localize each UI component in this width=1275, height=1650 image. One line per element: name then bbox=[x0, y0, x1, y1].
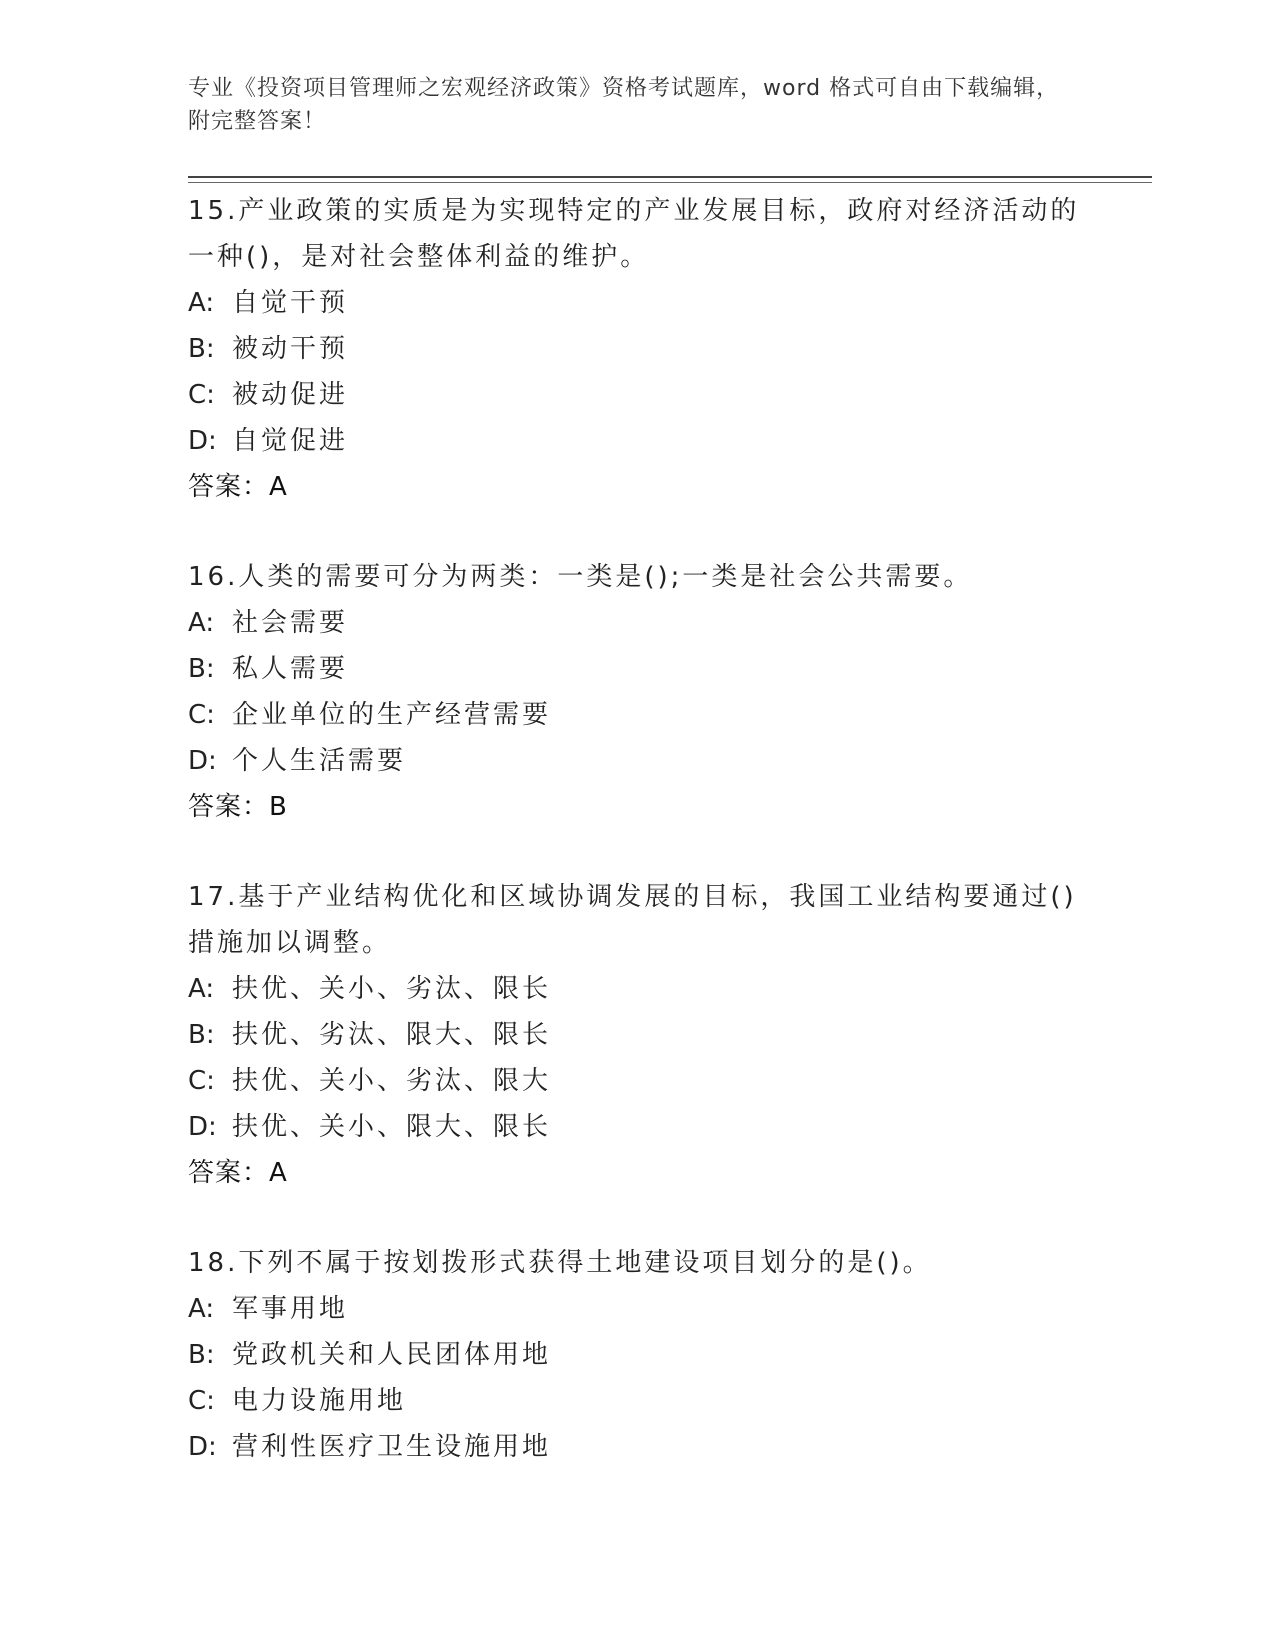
question-stem: 18.下列不属于按划拨形式获得土地建设项目划分的是()。 bbox=[188, 1248, 932, 1278]
option-text: 党政机关和人民团体用地 bbox=[232, 1340, 552, 1370]
option-d bbox=[188, 1104, 1088, 1150]
question-18 bbox=[188, 1240, 1088, 1470]
question-list bbox=[188, 188, 1088, 1514]
option-key: B: bbox=[188, 1340, 215, 1370]
option-text: 被动促进 bbox=[232, 380, 349, 410]
option-c bbox=[188, 1378, 1088, 1424]
option-key: D: bbox=[188, 746, 217, 776]
option-text: 个人生活需要 bbox=[232, 746, 407, 776]
option-text: 军事用地 bbox=[232, 1294, 349, 1324]
option-text: 营利性医疗卫生设施用地 bbox=[232, 1432, 552, 1462]
option-text: 扶优、关小、劣汰、限长 bbox=[232, 974, 552, 1004]
option-key: A: bbox=[188, 608, 215, 638]
answer-line: 答案：A bbox=[188, 1158, 288, 1188]
option-b bbox=[188, 326, 1088, 372]
answer-line: 答案：B bbox=[188, 792, 288, 822]
question-16 bbox=[188, 554, 1088, 830]
option-key: C: bbox=[188, 380, 215, 410]
option-d bbox=[188, 418, 1088, 464]
question-stem: 16.人类的需要可分为两类：一类是();一类是社会公共需要。 bbox=[188, 562, 973, 592]
option-b bbox=[188, 646, 1088, 692]
option-key: B: bbox=[188, 1020, 215, 1050]
option-text: 自觉促进 bbox=[232, 426, 349, 456]
option-a bbox=[188, 1286, 1088, 1332]
option-key: A: bbox=[188, 1294, 215, 1324]
option-key: A: bbox=[188, 288, 215, 318]
option-c bbox=[188, 372, 1088, 418]
header-divider-thick bbox=[188, 176, 1152, 178]
answer-line: 答案：A bbox=[188, 472, 288, 502]
option-key: D: bbox=[188, 1432, 217, 1462]
option-key: C: bbox=[188, 700, 215, 730]
option-text: 私人需要 bbox=[232, 654, 349, 684]
option-key: C: bbox=[188, 1386, 215, 1416]
option-a bbox=[188, 280, 1088, 326]
option-text: 自觉干预 bbox=[232, 288, 349, 318]
option-key: C: bbox=[188, 1066, 215, 1096]
option-b bbox=[188, 1332, 1088, 1378]
header-divider-thin bbox=[188, 182, 1152, 183]
option-text: 扶优、关小、限大、限长 bbox=[232, 1112, 552, 1142]
option-key: A: bbox=[188, 974, 215, 1004]
option-key: D: bbox=[188, 426, 217, 456]
option-c bbox=[188, 1058, 1088, 1104]
question-17 bbox=[188, 874, 1088, 1196]
option-c bbox=[188, 692, 1088, 738]
option-text: 社会需要 bbox=[232, 608, 349, 638]
option-key: B: bbox=[188, 654, 215, 684]
option-a bbox=[188, 600, 1088, 646]
option-text: 扶优、劣汰、限大、限长 bbox=[232, 1020, 552, 1050]
option-text: 电力设施用地 bbox=[232, 1386, 407, 1416]
document-header: 专业《投资项目管理师之宏观经济政策》资格考试题库，word 格式可自由下载编辑，附完整答案！ bbox=[188, 76, 1060, 134]
question-15 bbox=[188, 188, 1088, 510]
option-a bbox=[188, 966, 1088, 1012]
option-text: 企业单位的生产经营需要 bbox=[232, 700, 552, 730]
question-stem: 15.产业政策的实质是为实现特定的产业发展目标，政府对经济活动的一种()，是对社会整体利益的维护。 bbox=[188, 196, 1080, 272]
option-text: 扶优、关小、劣汰、限大 bbox=[232, 1066, 552, 1096]
option-d bbox=[188, 1424, 1088, 1470]
option-d bbox=[188, 738, 1088, 784]
question-stem: 17.基于产业结构优化和区域协调发展的目标，我国工业结构要通过()措施加以调整。 bbox=[188, 882, 1077, 958]
option-b bbox=[188, 1012, 1088, 1058]
option-key: B: bbox=[188, 334, 215, 364]
option-text: 被动干预 bbox=[232, 334, 349, 364]
option-key: D: bbox=[188, 1112, 217, 1142]
